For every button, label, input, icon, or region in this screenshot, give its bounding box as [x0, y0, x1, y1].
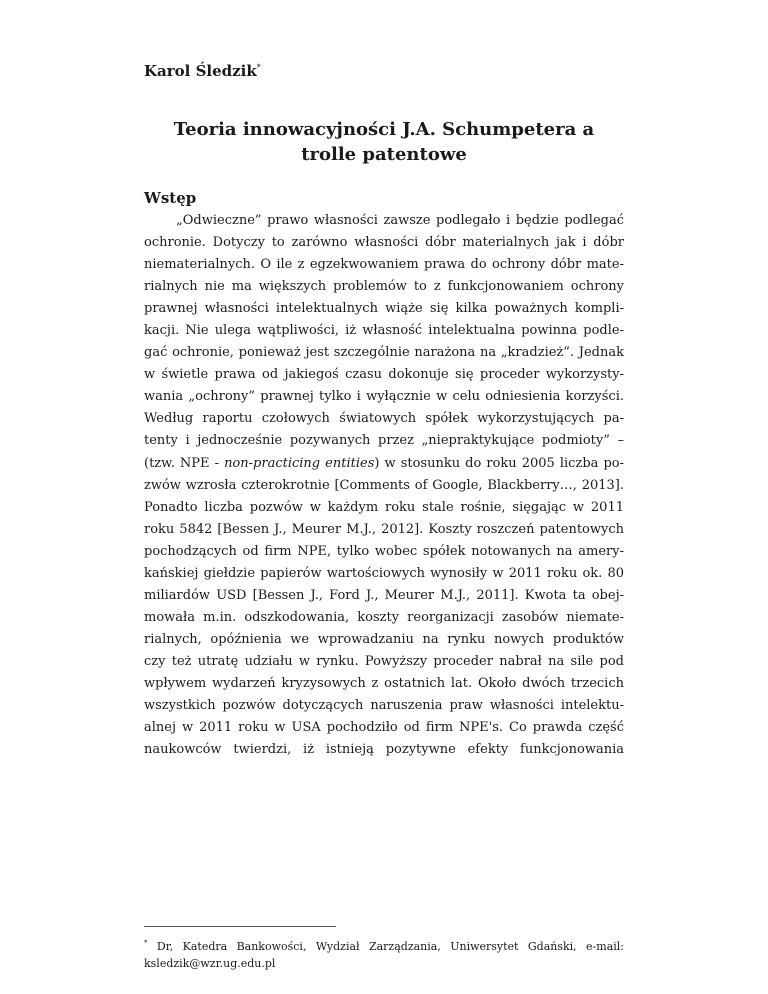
body-line: czy też utratę udziału w rynku. Powyższy proceder nabrał na sile pod	[144, 653, 624, 669]
body-line: alnej w 2011 roku w USA pochodziło od firm NPE's. Co prawda część	[144, 720, 624, 736]
body-line-with-italic	[144, 453, 624, 475]
body-line: rialnych, opóźnienia we wprowadzaniu na rynku nowych produktów	[144, 631, 624, 647]
footnote-divider	[144, 926, 336, 927]
author-footnote-marker: *	[256, 63, 261, 72]
body-line: wania „ochrony” prawnej tylko i wyłącznie w celu odniesienia korzyści.	[144, 389, 624, 405]
body-paragraph	[144, 210, 624, 761]
body-line: prawnej własności intelektualnych wiąże się kilka poważnych kompli-	[144, 301, 624, 317]
paper-title: Teoria innowacyjności J.A. Schumpetera a trolle patentowe	[173, 119, 595, 165]
author-name: Karol Śledzik	[144, 62, 257, 80]
body-line: zwów wzrosła czterokrotnie [Comments of Google, Blackberry…, 2013].	[144, 477, 624, 493]
body-line: wszystkich pozwów dotyczących naruszenia praw własności intelektu-	[144, 698, 624, 714]
body-line: rialnych nie ma większych problemów to z funkcjonowaniem ochrony	[144, 279, 624, 295]
body-line: gać ochronie, ponieważ jest szczególnie narażona na „kradzież”. Jednak	[144, 345, 624, 361]
footnote-marker: *	[144, 939, 148, 947]
body-line: Według raportu czołowych światowych spółek wykorzystujących pa-	[144, 411, 624, 427]
footnote-line	[144, 935, 624, 955]
author-line	[144, 62, 261, 80]
body-line: kacji. Nie ulega wątpliwości, iż własność intelektualna powinna podle-	[144, 323, 624, 339]
body-text-segment: ) w stosunku do roku 2005 liczba po-	[374, 455, 624, 471]
body-line: w świetle prawa od jakiegoś czasu dokonuje się proceder wykorzysty-	[144, 367, 624, 383]
body-line: Ponadto liczba pozwów w każdym roku stale rośnie, sięgając w 2011	[144, 499, 624, 515]
body-line: tenty i jednocześnie pozywanych przez „niepraktykujące podmioty” –	[144, 433, 624, 449]
body-line: ochronie. Dotyczy to zarówno własności dóbr materialnych jak i dóbr	[144, 235, 624, 251]
body-line: „Odwieczne” prawo własności zawsze podlegało i będzie podlegać	[176, 213, 624, 228]
body-line: wpływem wydarzeń kryzysowych z ostatnich lat. Około dwóch trzecich	[144, 675, 624, 691]
body-line: kańskiej giełdzie papierów wartościowych wynosiły w 2011 roku ok. 80	[144, 565, 624, 581]
body-line: niematerialnych. O ile z egzekwowaniem prawa do ochrony dóbr mate-	[144, 257, 624, 273]
body-line: pochodzących od firm NPE, tylko wobec spółek notowanych na amery-	[144, 543, 624, 559]
footnote-text: Dr, Katedra Bankowości, Wydział Zarządzania, Uniwersytet Gdański, e-mail:	[147, 940, 624, 953]
footnote	[144, 935, 624, 972]
body-line: naukowców twierdzi, iż istnieją pozytywne efekty funkcjonowania	[144, 742, 624, 758]
section-heading: Wstęp	[144, 189, 197, 207]
italic-term: non-practicing entities	[224, 455, 375, 471]
body-line: roku 5842 [Bessen J., Meurer M.J., 2012]. Koszty roszczeń patentowych	[144, 521, 624, 537]
footnote-email: ksledzik@wzr.ug.edu.pl	[144, 957, 276, 970]
body-line: miliardów USD [Bessen J., Ford J., Meurer M.J., 2011]. Kwota ta obej-	[144, 587, 624, 603]
body-text-segment: (tzw. NPE -	[144, 455, 225, 471]
body-line: mowała m.in. odszkodowania, koszty reorganizacji zasobów niemate-	[144, 609, 624, 625]
